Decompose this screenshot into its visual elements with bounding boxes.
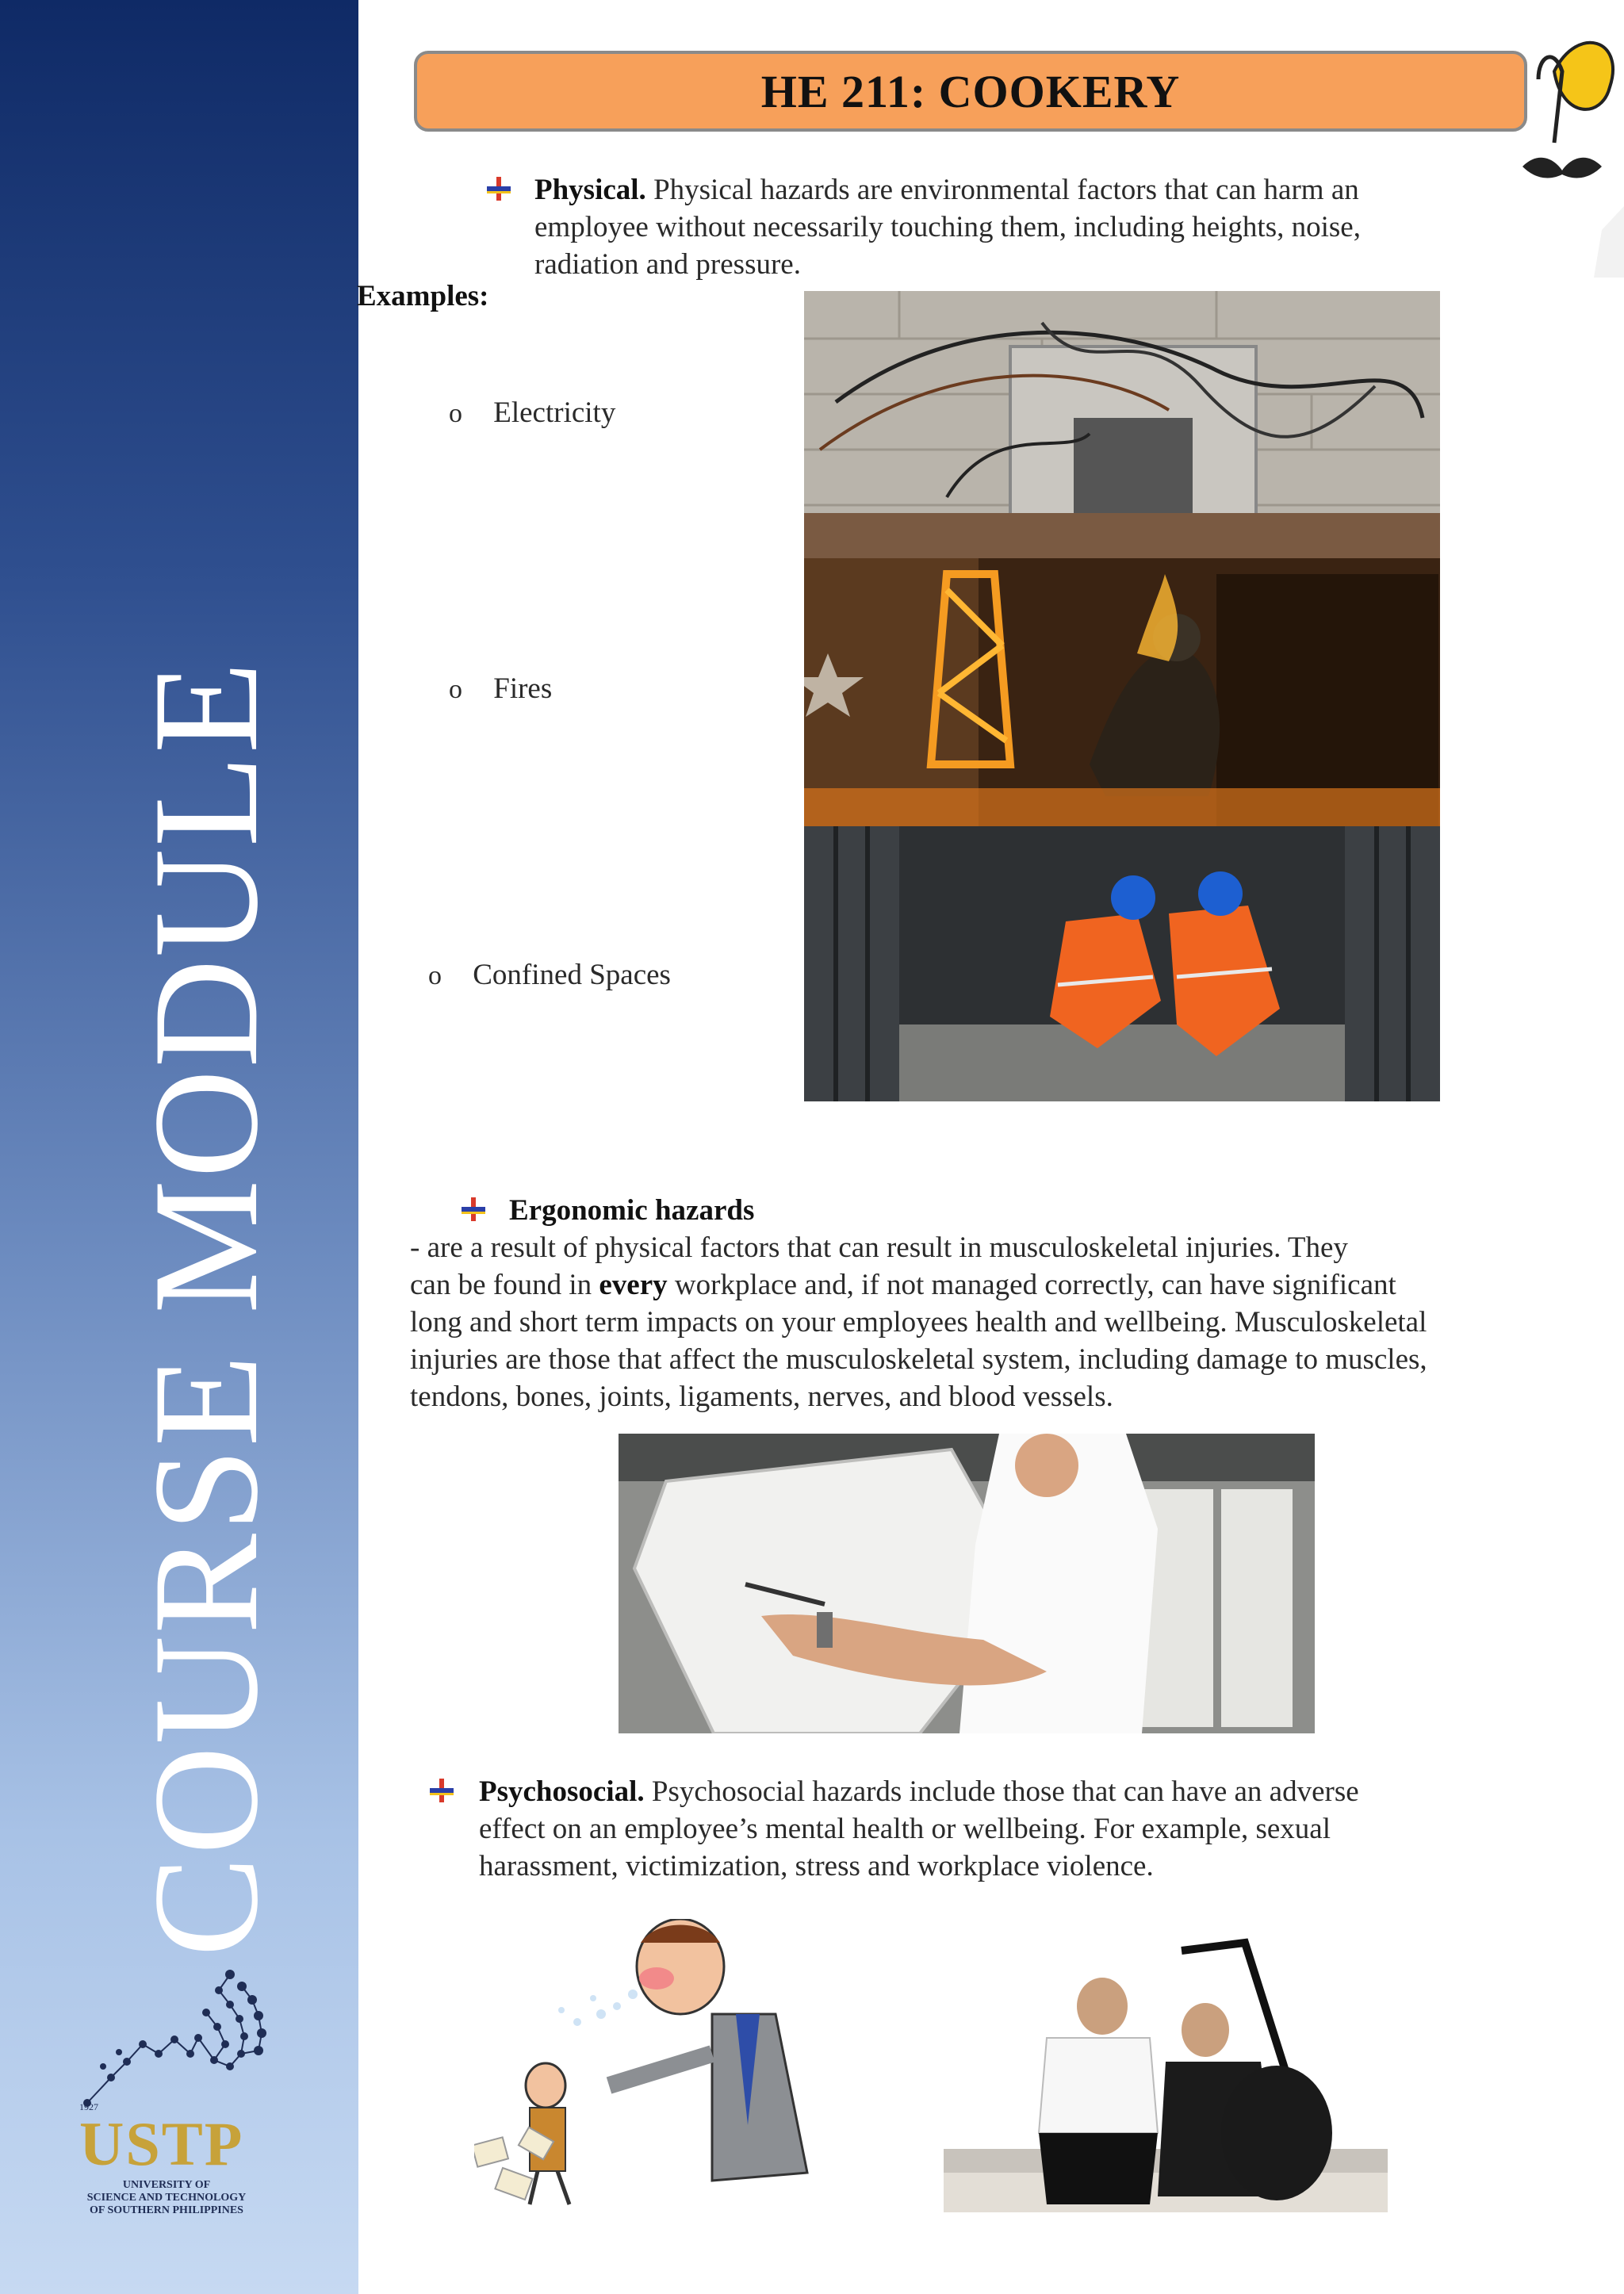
photo-confined-spaces xyxy=(804,826,1440,1101)
list-marker: o xyxy=(428,961,442,990)
ergonomic-line-3: long and short term impacts on your employees health and wellbeing. Musculoskeletal xyxy=(410,1306,1427,1338)
bullet-plus-icon xyxy=(428,1777,455,1804)
logo-year: 1927 xyxy=(79,2101,98,2112)
example-text: Electricity xyxy=(493,396,616,429)
chef-decoration-icon xyxy=(1507,24,1624,278)
header-bar xyxy=(414,51,1527,132)
sidebar-title: COURSE MODULE xyxy=(123,660,289,1957)
example-text: Confined Spaces xyxy=(473,959,671,991)
sidebar xyxy=(0,0,358,2294)
bullet-plus-icon xyxy=(460,1196,487,1223)
psychosocial-label: Psychosocial. xyxy=(479,1775,645,1808)
example-item-confined-spaces xyxy=(428,956,671,994)
page-title: HE 211: COOKERY xyxy=(760,65,1181,117)
ergonomic-line-5: tendons, bones, joints, ligaments, nerves, and blood vessels. xyxy=(410,1381,1113,1413)
ergonomic-line-4: injuries are those that affect the musculoskeletal system, including damage to muscles, xyxy=(410,1343,1427,1376)
physical-text-1: Physical hazards are environmental factors that can harm an xyxy=(653,174,1359,206)
physical-line-2: employee without necessarily touching them, including heights, noise, xyxy=(534,211,1361,243)
photo-workplace-harassment xyxy=(944,1935,1388,2212)
photo-fire xyxy=(804,558,1440,826)
bullet-plus-icon xyxy=(485,175,512,202)
list-marker: o xyxy=(449,675,462,704)
psychosocial-text-1: Psychosocial hazards include those that can have an adverse xyxy=(651,1775,1359,1808)
logo-subtitle xyxy=(71,2179,262,2217)
ergonomic-line-1: - are a result of physical factors that can result in musculoskeletal injuries. They xyxy=(410,1231,1348,1264)
psychosocial-line-1 xyxy=(479,1773,1359,1810)
photo-electrical-panel xyxy=(804,291,1440,558)
psychosocial-line-3: harassment, victimization, stress and workplace violence. xyxy=(479,1850,1154,1882)
ustp-logo xyxy=(71,1967,285,2220)
list-marker: o xyxy=(449,399,462,428)
illustration-workplace-stress xyxy=(474,1919,855,2212)
ergonomic-line-2-bold: every xyxy=(599,1269,668,1301)
ergonomic-line-2-post: workplace and, if not managed correctly, can have significant xyxy=(667,1269,1396,1301)
photo-lifting-box xyxy=(619,1434,1315,1733)
ergonomic-heading: Ergonomic hazards xyxy=(509,1194,755,1227)
logo-line-1: UNIVERSITY OF xyxy=(122,2179,211,2191)
example-item-electricity xyxy=(449,394,615,432)
psychosocial-line-2: effect on an employee’s mental health or wellbeing. For example, sexual xyxy=(479,1813,1331,1845)
logo-line-2: SCIENCE AND TECHNOLOGY xyxy=(86,2192,247,2204)
example-item-fires xyxy=(449,670,552,708)
constellation-icon xyxy=(71,1967,285,2117)
example-text: Fires xyxy=(493,672,553,705)
examples-label: Examples: xyxy=(357,280,489,312)
logo-line-3: OF SOUTHERN PHILIPPINES xyxy=(90,2204,243,2217)
physical-label: Physical. xyxy=(534,174,646,206)
physical-line-3: radiation and pressure. xyxy=(534,248,801,281)
physical-line-1 xyxy=(534,171,1359,209)
ergonomic-line-2 xyxy=(410,1266,1396,1304)
logo-wordmark: USTP xyxy=(79,2109,244,2178)
ergonomic-line-2-pre: can be found in xyxy=(410,1269,599,1301)
